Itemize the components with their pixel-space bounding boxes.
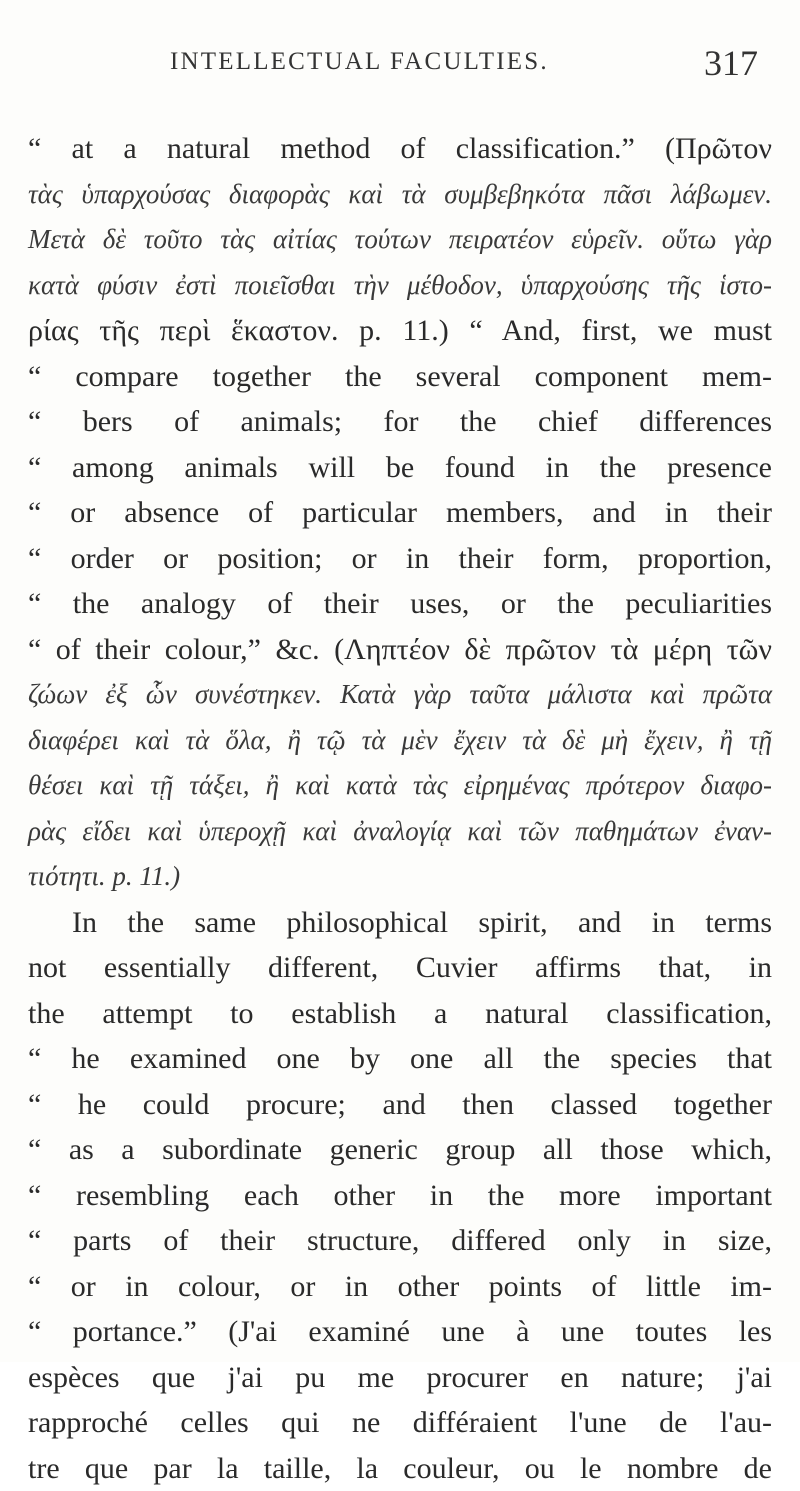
greek-text-line: ζώων ἐξ ὧν συνέστηκεν. Κατὰ γὰρ ταῦτα μάλιστα καὶ πρῶτα [28, 672, 772, 718]
text-line: “ portance.” (J'ai examiné une à une toutes les [28, 1309, 772, 1355]
text-line: “ order or position; or in their form, proportion, [28, 536, 772, 582]
text-line: “ resembling each other in the more important [28, 1173, 772, 1219]
text-line: “ the analogy of their uses, or the peculiarities [28, 581, 772, 627]
text-line: tre que par la taille, la couleur, ou le nombre de [28, 1446, 772, 1491]
running-head [170, 48, 758, 88]
text-line: “ at a natural method of classification.” (Πρῶτον [28, 126, 772, 172]
text-line: “ compare together the several component mem- [28, 354, 772, 400]
text-line: “ he examined one by one all the species that [28, 1036, 772, 1082]
greek-text-line: ρὰς εἴδει καὶ ὑπεροχῇ καὶ ἀναλογίᾳ καὶ τῶν παθημάτων ἐναν- [28, 809, 772, 855]
running-title: INTELLECTUAL FACULTIES. [170, 48, 549, 76]
text-line: the attempt to establish a natural classification, [28, 991, 772, 1037]
text-line: “ he could procure; and then classed together [28, 1082, 772, 1128]
text-line: “ parts of their structure, differed only in size, [28, 1218, 772, 1264]
text-line: “ among animals will be found in the presence [28, 445, 772, 491]
greek-text-line: Μετὰ δὲ τοῦτο τὰς αἰτίας τούτων πειρατέον εὑρεῖν. οὕτω γὰρ [28, 217, 772, 263]
text-line: not essentially different, Cuvier affirms that, in [28, 945, 772, 991]
paragraph-start-line: In the same philosophical spirit, and in terms [28, 900, 772, 946]
page-number: 317 [704, 42, 758, 84]
greek-text-line: κατὰ φύσιν ἐστὶ ποιεῖσθαι τὴν μέθοδον, ὑπαρχούσης τῆς ἱστο- [28, 263, 772, 309]
text-line: “ as a subordinate generic group all those which, [28, 1127, 772, 1173]
text-line: espèces que j'ai pu me procurer en nature; j'ai [28, 1355, 772, 1401]
greek-text-line: θέσει καὶ τῇ τάξει, ἢ καὶ κατὰ τὰς εἰρημένας πρότερον διαφο- [28, 763, 772, 809]
text-line: “ of their colour,” &c. (Ληπτέον δὲ πρῶτον τὰ μέρη τῶν [28, 627, 772, 673]
body-text [28, 126, 772, 1491]
greek-text-line: τὰς ὑπαρχούσας διαφορὰς καὶ τὰ συμβεβηκότα πᾶσι λάβωμεν. [28, 172, 772, 218]
text-line: ρίας τῆς περὶ ἕκαστον. p. 11.) “ And, first, we must [28, 308, 772, 354]
text-line: rapproché celles qui ne différaient l'une de l'au- [28, 1400, 772, 1446]
text-line: “ or in colour, or in other points of little im- [28, 1264, 772, 1310]
text-line: “ bers of animals; for the chief differences [28, 399, 772, 445]
greek-text-line: διαφέρει καὶ τὰ ὅλα, ἢ τῷ τὰ μὲν ἔχειν τὰ δὲ μὴ ἔχειν, ἢ τῇ [28, 718, 772, 764]
text-line: “ or absence of particular members, and in their [28, 490, 772, 536]
greek-text-line: τιότητι. p. 11.) [28, 854, 772, 900]
